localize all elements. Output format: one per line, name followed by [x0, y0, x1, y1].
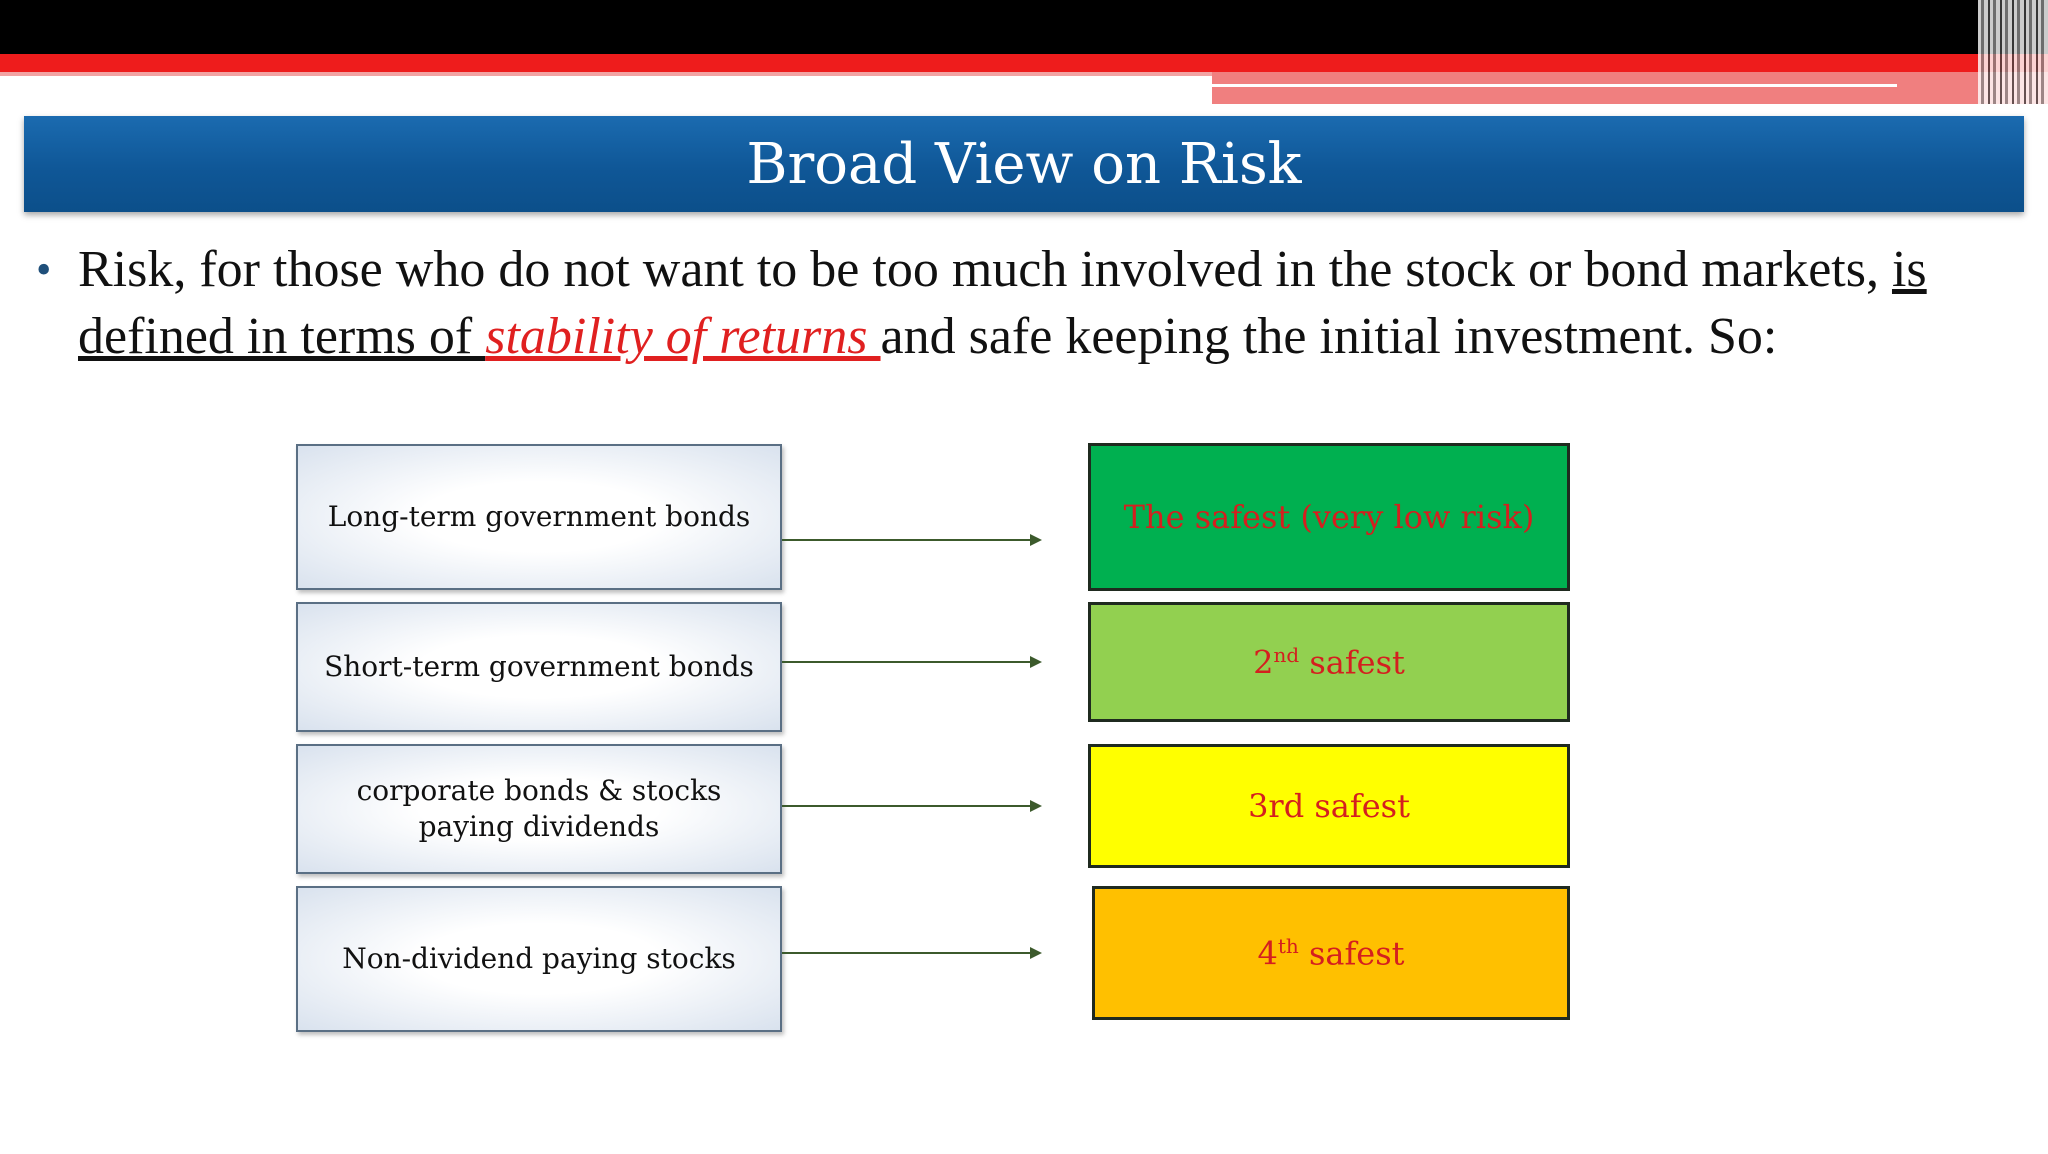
right-box-label: 4th safest: [1257, 933, 1405, 973]
arrow-3: [782, 796, 1042, 816]
left-box-label: Non-dividend paying stocks: [342, 942, 736, 975]
right-box-4: [1092, 886, 1570, 1020]
left-box-3: [296, 744, 782, 874]
top-pink-band-right: [1212, 72, 2048, 104]
arrow-2: [782, 652, 1042, 672]
title-bar: [24, 116, 2024, 212]
bullet-part3: and safe keeping the initial investment. So:: [880, 308, 1778, 365]
right-box-label: 3rd safest: [1248, 787, 1410, 825]
bullet-part2: is defined in terms of: [78, 241, 1927, 365]
right-box-1: [1088, 443, 1570, 591]
right-box-label: 2nd safest: [1253, 642, 1405, 682]
left-box-1: [296, 444, 782, 590]
bullet-emphasis: stability of returns: [485, 308, 881, 365]
arrow-4: [782, 943, 1042, 963]
top-black-band: [0, 0, 2048, 54]
bullet-text: [78, 236, 2026, 370]
bullet-paragraph: [36, 236, 2026, 370]
corner-stripes: [1978, 0, 2048, 104]
left-box-label: Long-term government bonds: [327, 500, 751, 533]
left-box-label: corporate bonds & stocks paying dividends: [356, 774, 722, 843]
top-white-line: [1212, 84, 1897, 87]
right-box-label: The safest (very low risk): [1123, 498, 1535, 536]
arrow-1: [782, 530, 1042, 550]
bullet-dot: •: [36, 245, 52, 294]
left-box-2: [296, 602, 782, 732]
right-box-2: [1088, 602, 1570, 722]
bullet-part1: Risk, for those who do not want to be too much involved in the stock or bond markets,: [78, 241, 1892, 298]
right-box-3: [1088, 744, 1570, 868]
slide-title: Broad View on Risk: [746, 131, 1302, 197]
top-red-band: [0, 54, 2048, 72]
top-pink-band: [0, 72, 1212, 76]
left-box-4: [296, 886, 782, 1032]
left-box-label: Short-term government bonds: [324, 650, 754, 683]
